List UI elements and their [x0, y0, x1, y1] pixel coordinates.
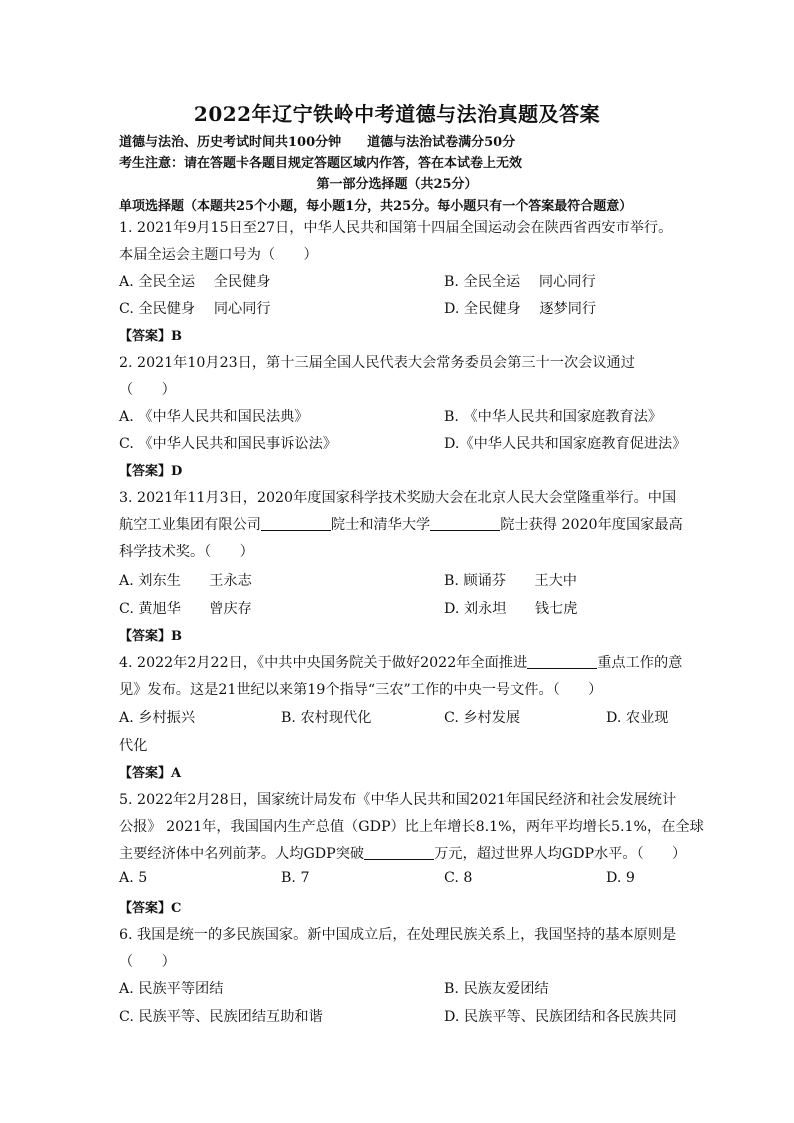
question-6-stem-line2: （ ）: [119, 954, 176, 970]
question-1-stem-line2: 本届全运会主题口号为（ ）: [119, 247, 318, 263]
question-1-answer: 【答案】B: [119, 329, 182, 344]
question-3-stem-line2: [119, 514, 683, 534]
page-title: 2022年辽宁铁岭中考道德与法治真题及答案: [193, 102, 601, 126]
question-4-answer: 【答案】A: [119, 766, 182, 781]
question-6-option-b: B. 民族友爱团结: [444, 981, 549, 997]
question-2-option-a: A. 《中华人民共和国民法典》: [119, 409, 309, 425]
question-2-option-b: B. 《中华人民共和国家庭教育法》: [444, 409, 663, 425]
question-4-option-d-continued: 代化: [119, 738, 148, 754]
question-6-stem-line1: 6. 我国是统一的多民族国家。新中国成立后，在处理民族关系上，我国坚持的基本原则是: [119, 927, 677, 943]
fill-blank-4: [364, 845, 434, 860]
question-6-option-a: A. 民族平等团结: [119, 981, 224, 997]
question-2-answer: 【答案】D: [119, 464, 183, 479]
question-5-text-b: 万元，超过世界人均GDP水平。（ ）: [434, 846, 687, 862]
section-heading: 第一部分选择题（共25分）: [316, 177, 478, 192]
question-3-stem-line1: 3. 2021年11月3日，2020年度国家科学技术奖励大会在北京人民大会堂隆重举行。中国: [119, 490, 677, 506]
question-4-text-b: 重点工作的意: [597, 655, 683, 671]
question-6-option-c: C. 民族平等、民族团结互助和谐: [119, 1009, 323, 1025]
question-4-option-b: B. 农村现代化: [281, 710, 372, 726]
question-4-stem-line2: 见》发布。这是21世纪以来第19个指导“三农”工作的中央一号文件。（ ）: [119, 682, 603, 698]
question-3-option-d: D. 刘永坦 钱七虎: [444, 601, 578, 617]
question-2-option-d: D.《中华人民共和国家庭教育促进法》: [444, 436, 687, 452]
question-1-option-a: A. 全民全运 全民健身: [119, 274, 271, 290]
question-5-option-b: B. 7: [281, 870, 310, 886]
question-4-option-c: C. 乡村发展: [444, 710, 521, 726]
question-3-text-c: 院士获得 2020年度国家最高: [500, 517, 683, 533]
question-4-text-a: 4. 2022年2月22日，《中共中央国务院关于做好2022年全面推进: [119, 655, 528, 671]
question-5-answer: 【答案】C: [119, 901, 182, 916]
question-5-option-d: D. 9: [606, 870, 635, 886]
question-5-option-a: A. 5: [119, 870, 148, 886]
question-2-option-c: C. 《中华人民共和国民事诉讼法》: [119, 436, 337, 452]
question-3-answer: 【答案】B: [119, 629, 182, 644]
fill-blank-1: [261, 516, 331, 531]
question-5-option-c: C. 8: [444, 870, 473, 886]
question-4-option-a: A. 乡村振兴: [119, 710, 196, 726]
question-5-stem-line2: 公报》 2021年，我国国内生产总值（GDP）比上年增长8.1%，两年平均增长5.1%，在全球: [119, 819, 704, 835]
question-1-option-d: D. 全民健身 逐梦同行: [444, 301, 597, 317]
question-3-option-a: A. 刘东生 王永志: [119, 573, 252, 589]
question-6-option-d: D. 民族平等、民族团结和各民族共同: [444, 1009, 677, 1025]
question-3-text-b: 院士和清华大学: [330, 517, 431, 533]
question-2-stem-line1: 2. 2021年10月23日，第十三届全国人民代表大会常务委员会第三十一次会议通过: [119, 355, 635, 371]
fill-blank-2: [430, 516, 500, 531]
question-5-text-a: 主要经济体中名列前茅。人均GDP突破: [119, 846, 365, 862]
question-3-option-c: C. 黄旭华 曾庆存: [119, 601, 252, 617]
fill-blank-3: [527, 654, 597, 669]
question-4-stem-line1: [119, 652, 682, 672]
question-1-option-c: C. 全民健身 同心同行: [119, 301, 271, 317]
question-1-option-b: B. 全民全运 同心同行: [444, 274, 596, 290]
question-4-option-d: D. 农业现: [606, 710, 669, 726]
question-3-text-a: 航空工业集团有限公司: [119, 517, 261, 533]
question-5-stem-line1: 5. 2022年2月28日，国家统计局发布《中华人民共和国2021年国民经济和社会发展统计: [119, 792, 677, 808]
section-instruction: 单项选择题（本题共25个小题，每小题1分，共25分。每小题只有一个答案最符合题意）: [119, 199, 633, 214]
question-2-stem-line2: （ ）: [119, 382, 176, 398]
question-3-option-b: B. 顾诵芬 王大中: [444, 573, 577, 589]
question-3-stem-line3: 科学技术奖。（ ）: [119, 544, 254, 560]
exam-info-time: 道德与法治、历史考试时间共100分钟 道德与法治试卷满分50分: [119, 135, 516, 150]
question-5-stem-line3: [119, 843, 686, 863]
exam-notice: 考生注意：请在答题卡各题目规定答题区域内作答，答在本试卷上无效: [119, 156, 523, 171]
question-1-stem-line1: 1. 2021年9月15日至27日，中华人民共和国第十四届全国运动会在陕西省西安市举行。: [119, 220, 673, 236]
